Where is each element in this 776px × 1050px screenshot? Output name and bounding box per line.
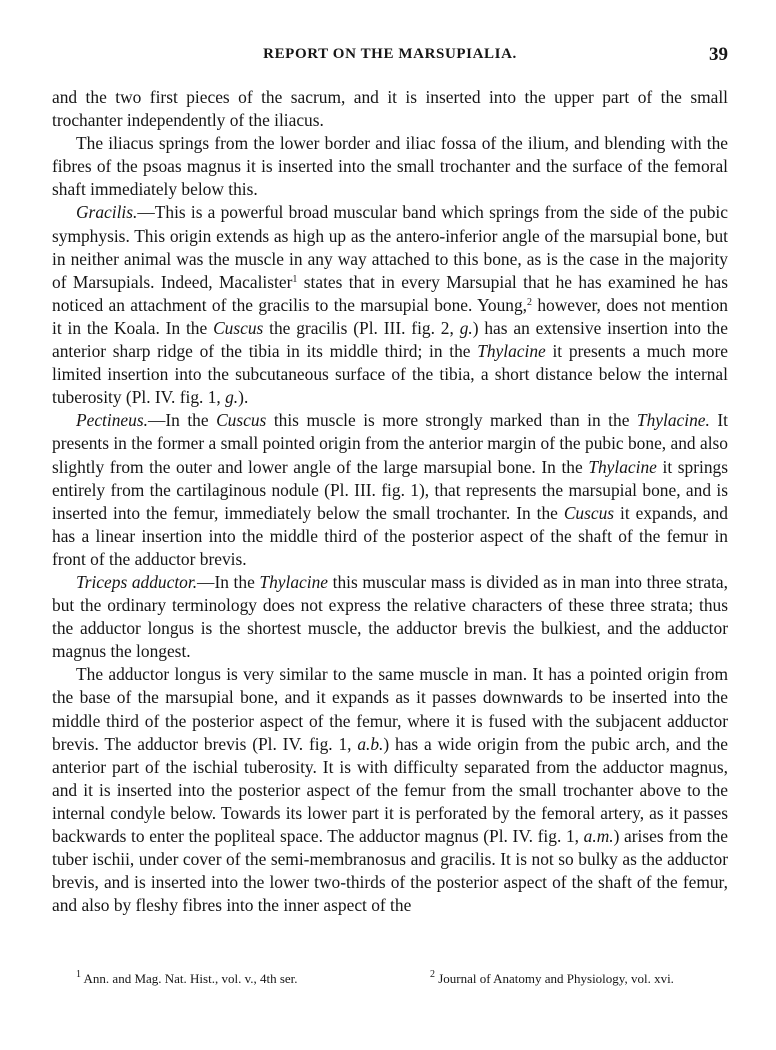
- paragraph-adductor-longus: The adductor longus is very similar to the same muscle in man. It has a pointed origin from the base of the marsupial bone, and it expands as it passes downwards to be inserted into the middle third of the posterior aspect of the femur, where it is fused with the subjacent adductor brevis. The adductor brevis (Pl. IV. fig. 1, a.b.) has a wide origin from the pubic arch, and the anterior part of the ischial tuberosity. It is with difficulty separated from the adductor magnus, and it is inserted into the posterior aspect of the femur from the small trochanter above to the internal condyle below. Towards its lower part it is perforated by the femoral artery, as it passes backwards to enter the popliteal space. The adductor magnus (Pl. IV. fig. 1, a.m.) arises from the tuber ischii, under cover of the semi-membranosus and gracilis. It is not so bulky as the adductor brevis, and is inserted into the lower two-thirds of the posterior aspect of the shaft of the femur, and also by fleshy fibres into the inner aspect of the: [52, 664, 729, 916]
- footnotes: [52, 971, 728, 991]
- page-number: 39: [709, 44, 728, 65]
- footnote-1: $^1$ Ann. and Mag. Nat. Hist., vol. v., 4th ser.: [76, 969, 298, 986]
- footnote-marker-2: 2: [430, 969, 435, 980]
- paragraph-iliacus: The iliacus springs from the lower border and iliac fossa of the ilium, and blending with the fibres of the psoas magnus it is inserted into the small trochanter and the surface of the femoral shaft immediately below this.: [52, 133, 728, 200]
- body-text: [52, 86, 728, 917]
- running-title: REPORT ON THE MARSUPIALIA.: [263, 46, 517, 62]
- paragraph-gracilis: Gracilis.—This is a powerful broad muscular band which springs from the side of the pubic symphysis. This origin extends as high up as the antero-inferior angle of the marsupial bone, but in neither animal was the muscle in any way attached to this bone, as is the case in the majority of Marsupials. Indeed, Macalister$^1$ states that in every Marsupial that he has examined he has noticed an attachment of the gracilis to the marsupial bone. Young,$^2$ however, does not mention it in the Koala. In the Cuscus the gracilis (Pl. III. fig. 2, g.) has an extensive insertion into the anterior sharp ridge of the tibia in its middle third; in the Thylacine it presents a much more limited insertion into the subcutaneous surface of the tibia, a short distance below the internal tuberosity (Pl. IV. fig. 1, g.).: [52, 202, 728, 408]
- paragraph-pectineus: Pectineus.—In the Cuscus this muscle is more strongly marked than in the Thylacine. It presents in the former a small pointed origin from the anterior margin of the pubic bone, and also slightly from the outer and lower angle of the large marsupial bone. In the Thylacine it springs entirely from the cartilaginous nodule (Pl. III. fig. 1), that represents the marsupial bone, and is inserted into the femur, immediately below the small trochanter. In the Cuscus it expands, and has a linear insertion into the middle third of the posterior aspect of the shaft of the femur in front of the adductor brevis.: [52, 410, 729, 569]
- footnote-ref-1: 1: [292, 273, 298, 285]
- footnote-2: $^2$ Journal of Anatomy and Physiology, vol. xvi.: [430, 969, 674, 986]
- footnote-ref-2: 2: [527, 296, 533, 308]
- page-header: [52, 44, 728, 68]
- section-heading-pectineus: Pectineus.: [76, 410, 148, 431]
- section-heading-gracilis: Gracilis.: [76, 202, 138, 223]
- footnote-marker-1: 1: [76, 969, 81, 980]
- paragraph-triceps-adductor: Triceps adductor.—In the Thylacine this muscular mass is divided as in man into three strata, but the ordinary terminology does not express the relative characters of these three strata; thus the adductor longus is the shortest muscle, the adductor brevis the bulkiest, and the adductor magnus the longest.: [52, 571, 728, 662]
- paragraph-1: and the two first pieces of the sacrum, and it is inserted into the upper part of the small trochanter independently of the iliacus.: [52, 87, 728, 131]
- section-heading-triceps-adductor: Triceps adductor.: [76, 571, 198, 592]
